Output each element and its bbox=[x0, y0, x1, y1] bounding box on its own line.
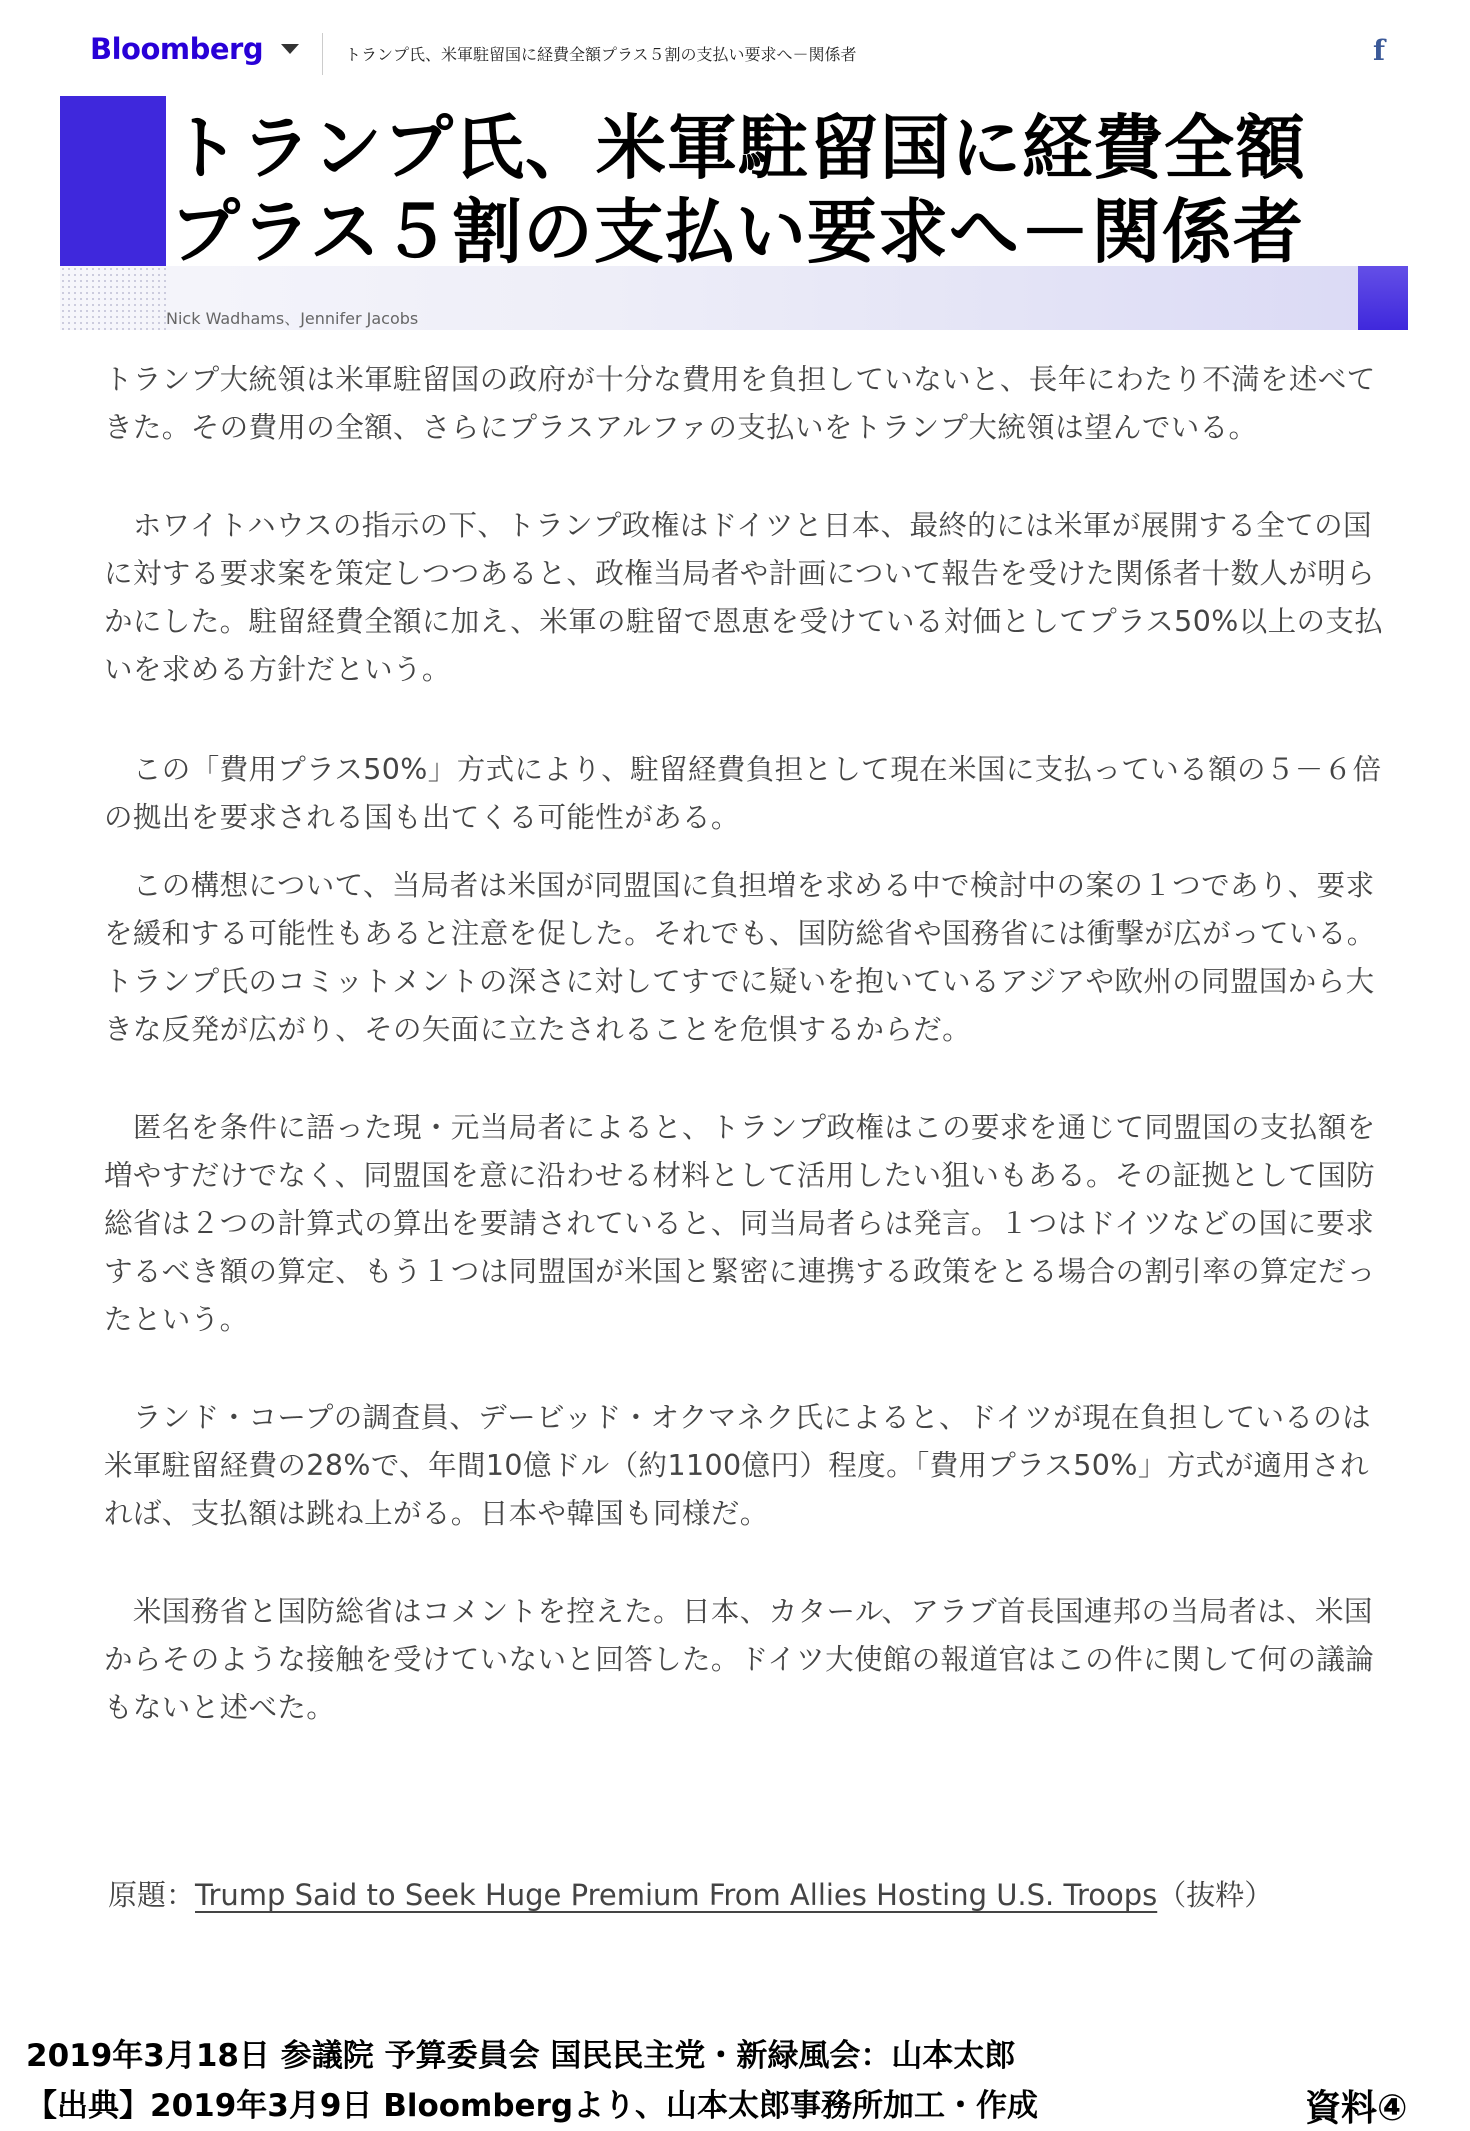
divider bbox=[322, 33, 323, 75]
footer-line-2: 【出典】2019年3月9日 Bloombergより、山本太郎事務所加工・作成 bbox=[26, 2088, 1039, 2124]
banner-dot-pattern bbox=[60, 266, 166, 330]
headline-banner bbox=[60, 96, 1408, 330]
facebook-icon[interactable]: f bbox=[1373, 34, 1386, 67]
original-title-suffix: （抜粋） bbox=[1157, 1878, 1274, 1912]
paragraph: トランプ大統領は米軍駐留国の政府が十分な費用を負担していないと、長年にわたり不満を述べてきた。その費用の全額、さらにプラスアルファの支払いをトランプ大統領は望んでいる。 bbox=[104, 363, 1376, 444]
chevron-down-icon[interactable] bbox=[273, 34, 307, 64]
original-title-prefix: 原題： bbox=[108, 1878, 196, 1912]
paragraph: ランド・コープの調査員、デービッド・オクマネク氏によると、ドイツが現在負担しているのは米軍駐留経費の28%で、年間10億ドル（約1100億円）程度。「費用プラス50%」方式が適用されれば、支払額は跳ね上がる。日本や韓国も同様だ。 bbox=[104, 1401, 1372, 1530]
footer-line-1: 2019年3月18日 参議院 予算委員会 国民民主党・新緑風会：山本太郎 bbox=[26, 2038, 1016, 2074]
headline-line-1: トランプ氏、米軍駐留国に経費全額 bbox=[170, 107, 1306, 189]
paragraph: この構想について、当局者は米国が同盟国に負担増を求める中で検討中の案の１つであり、要求を緩和する可能性もあると注意を促した。それでも、国防総省や国務省には衝撃が広がっている。トランプ氏のコミットメントの深さに対してすでに疑いを抱いているアジアや欧州の同盟国から大きな反発が広がり、その矢面に立たされることを危惧するからだ。 bbox=[104, 869, 1376, 1046]
headline bbox=[170, 106, 1408, 274]
paragraph: この「費用プラス50%」方式により、駐留経費負担として現在米国に支払っている額の５－６倍の拠出を要求される国も出てくる可能性がある。 bbox=[104, 753, 1382, 834]
banner-accent-left bbox=[60, 96, 166, 266]
original-title-link[interactable]: Trump Said to Seek Huge Premium From Allies Hosting U.S. Troops bbox=[195, 1878, 1158, 1912]
headline-line-2: プラス５割の支払い要求へ－関係者 bbox=[170, 191, 1304, 273]
paragraph: 匿名を条件に語った現・元当局者によると、トランプ政権はこの要求を通じて同盟国の支払額を増やすだけでなく、同盟国を意に沿わせる材料として活用したい狙いもある。その証拠として国防総省は２つの計算式の算出を要請されていると、同当局者らは発言。１つはドイツなどの国に要求するべき額の算定、もう１つは同盟国が米国と緊密に連携する政策をとる場合の割引率の算定だったという。 bbox=[104, 1111, 1376, 1336]
top-bar bbox=[60, 28, 1400, 80]
bar-article-title: トランプ氏、米軍駐留国に経費全額プラス５割の支払い要求へ－関係者 bbox=[345, 45, 857, 64]
original-title bbox=[108, 1873, 1273, 1914]
document-reference: 資料④ bbox=[1305, 2088, 1408, 2129]
paragraph: 米国務省と国防総省はコメントを控えた。日本、カタール、アラブ首長国連邦の当局者は、米国からそのような接触を受けていないと回答した。ドイツ大使館の報道官はこの件に関して何の議論もないと述べた。 bbox=[104, 1595, 1375, 1724]
byline[interactable]: Nick Wadhams、Jennifer Jacobs bbox=[166, 309, 419, 328]
bloomberg-logo[interactable]: Bloomberg bbox=[90, 32, 264, 66]
article-body bbox=[104, 356, 1394, 1732]
paragraph: ホワイトハウスの指示の下、トランプ政権はドイツと日本、最終的には米軍が展開する全ての国に対する要求案を策定しつつあると、政権当局者や計画について報告を受けた関係者十数人が明らかにした。駐留経費全額に加え、米軍の駐留で恩恵を受けている対価としてプラス50%以上の支払いを求める方針だという。 bbox=[104, 509, 1384, 686]
